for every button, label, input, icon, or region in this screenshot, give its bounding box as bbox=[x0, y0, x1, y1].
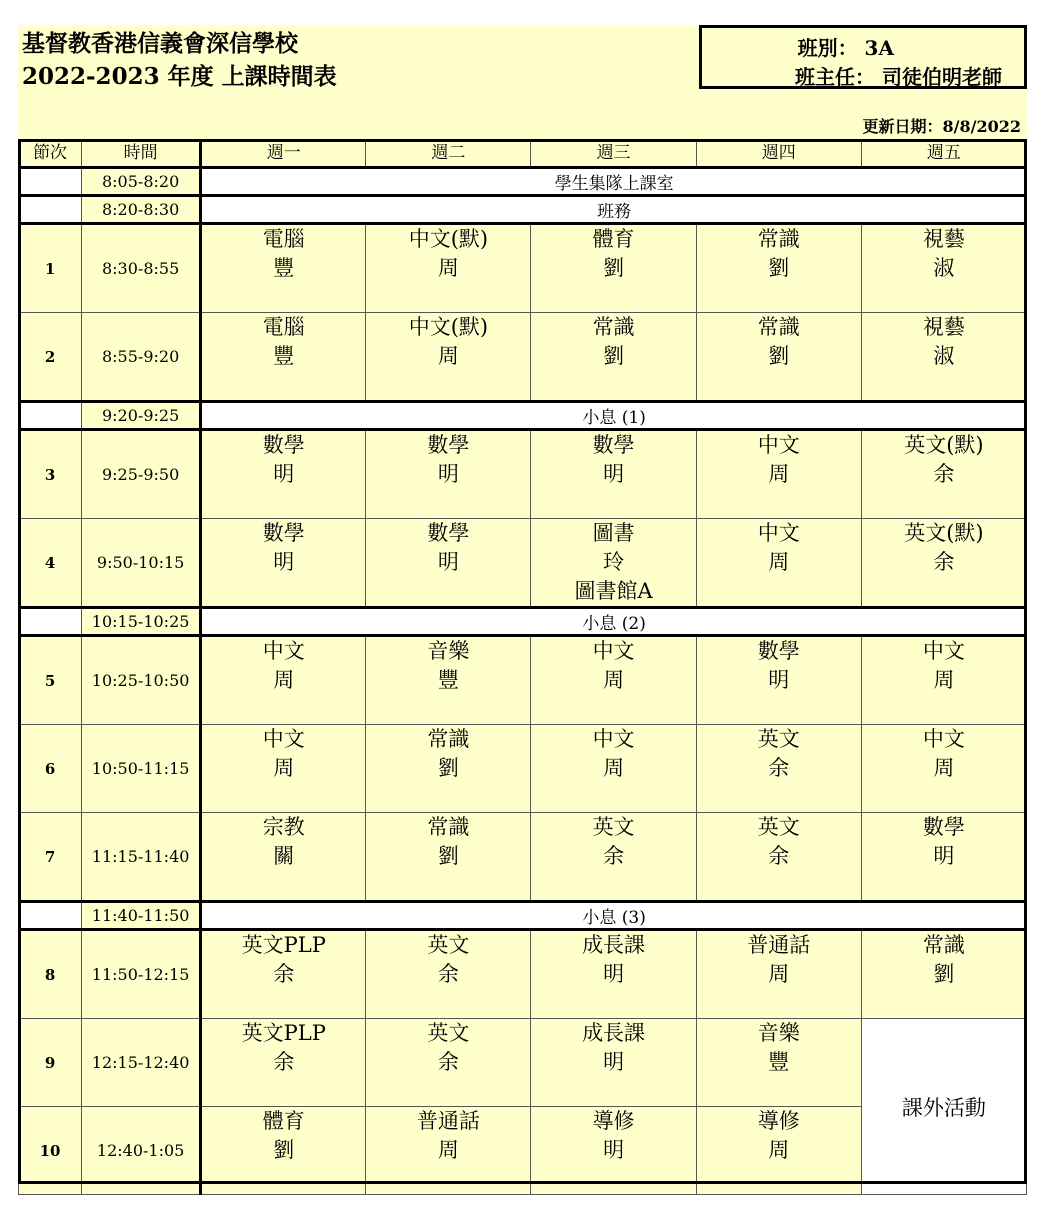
lesson-cell bbox=[531, 930, 696, 1019]
time-slot: 11:15-11:40 bbox=[82, 813, 201, 902]
lesson-row bbox=[19, 313, 1027, 402]
lesson-row bbox=[19, 725, 1027, 813]
lesson-cell bbox=[531, 430, 696, 519]
teacher-name: 豐 bbox=[273, 344, 295, 368]
lesson-cell bbox=[201, 1107, 366, 1195]
subject-name: 電腦 bbox=[262, 315, 305, 339]
column-header: 週二 bbox=[366, 140, 531, 168]
subject-name: 英文(默) bbox=[904, 521, 984, 545]
update-date: 更新日期：8/8/2022 bbox=[862, 117, 1021, 136]
lesson-cell bbox=[201, 224, 366, 313]
lesson-cell bbox=[696, 930, 861, 1019]
time-slot: 12:40-1:05 bbox=[82, 1107, 201, 1195]
time-slot: 12:15-12:40 bbox=[82, 1019, 201, 1107]
lesson-cell bbox=[366, 224, 531, 313]
subject-name: 導修 bbox=[592, 1109, 635, 1133]
room-name: 圖書館A bbox=[574, 579, 653, 603]
teacher-name: 明 bbox=[603, 462, 625, 486]
school-name: 基督教香港信義會深信學校 bbox=[22, 30, 298, 57]
lesson-cell bbox=[366, 1019, 531, 1107]
subject-name: 中文 bbox=[922, 639, 965, 663]
teacher-name: 明 bbox=[437, 550, 459, 574]
lesson-cell bbox=[861, 313, 1026, 402]
lesson-cell bbox=[531, 1107, 696, 1195]
teacher-name: 關 bbox=[273, 844, 295, 868]
lesson-cell bbox=[366, 725, 531, 813]
teacher-name: 明 bbox=[768, 668, 790, 692]
teacher-name: 余 bbox=[437, 1050, 459, 1074]
break-row bbox=[19, 402, 1027, 430]
subject-name: 數學 bbox=[922, 815, 965, 839]
subject-name: 數學 bbox=[757, 639, 800, 663]
teacher-name: 淑 bbox=[933, 344, 955, 368]
teacher-name: 劉 bbox=[437, 756, 459, 780]
lesson-cell bbox=[696, 1107, 861, 1195]
teacher-name: 余 bbox=[437, 962, 459, 986]
period-number bbox=[19, 402, 82, 430]
teacher-name: 余 bbox=[933, 462, 955, 486]
period-number: 3 bbox=[19, 430, 82, 519]
time-slot: 8:05-8:20 bbox=[82, 168, 201, 196]
lesson-cell bbox=[366, 1107, 531, 1195]
teacher-name: 周 bbox=[437, 1138, 459, 1162]
subject-name: 中文 bbox=[922, 727, 965, 751]
lesson-cell bbox=[861, 519, 1026, 608]
subject-name: 常識 bbox=[757, 227, 800, 251]
lesson-cell bbox=[201, 930, 366, 1019]
lesson-cell bbox=[201, 430, 366, 519]
time-slot: 10:50-11:15 bbox=[82, 725, 201, 813]
lesson-row bbox=[19, 224, 1027, 313]
time-slot: 11:50-12:15 bbox=[82, 930, 201, 1019]
period-number: 8 bbox=[19, 930, 82, 1019]
subject-name: 音樂 bbox=[757, 1021, 800, 1045]
teacher-name: 周 bbox=[768, 1138, 790, 1162]
teacher-name: 余 bbox=[768, 844, 790, 868]
lesson-cell bbox=[531, 224, 696, 313]
lesson-cell bbox=[201, 813, 366, 902]
subject-name: 普通話 bbox=[416, 1109, 480, 1133]
lesson-cell bbox=[201, 636, 366, 725]
subject-name: 常識 bbox=[922, 933, 965, 957]
subject-name: 英文(默) bbox=[904, 433, 984, 457]
subject-name: 體育 bbox=[592, 227, 635, 251]
teacher-name: 周 bbox=[437, 344, 459, 368]
break-label: 班務 bbox=[201, 196, 1027, 224]
time-slot: 10:15-10:25 bbox=[82, 608, 201, 636]
lesson-row bbox=[19, 1019, 1027, 1107]
teacher-name: 淑 bbox=[933, 256, 955, 280]
break-label: 小息 (1) bbox=[201, 402, 1027, 430]
subject-name: 中文(默) bbox=[408, 227, 489, 251]
teacher-name: 余 bbox=[603, 844, 625, 868]
teacher-name: 周 bbox=[768, 462, 790, 486]
teacher-name: 明 bbox=[273, 550, 295, 574]
subject-name: 數學 bbox=[427, 433, 470, 457]
subject-name: 英文PLP bbox=[241, 1021, 326, 1045]
lesson-cell bbox=[531, 313, 696, 402]
teacher-name: 周 bbox=[273, 668, 295, 692]
teacher-name: 周 bbox=[933, 756, 955, 780]
column-header: 時間 bbox=[82, 140, 201, 168]
lesson-cell bbox=[201, 313, 366, 402]
period-number: 1 bbox=[19, 224, 82, 313]
lesson-cell bbox=[366, 519, 531, 608]
lesson-cell bbox=[531, 636, 696, 725]
subject-name: 數學 bbox=[592, 433, 635, 457]
subject-name: 常識 bbox=[427, 727, 470, 751]
lesson-cell bbox=[531, 725, 696, 813]
lesson-cell bbox=[696, 519, 861, 608]
subject-name: 成長課 bbox=[582, 933, 646, 957]
lesson-cell bbox=[861, 224, 1026, 313]
subject-name: 英文 bbox=[757, 815, 800, 839]
lesson-row bbox=[19, 813, 1027, 902]
teacher-name: 玲 bbox=[603, 550, 625, 574]
break-label: 學生集隊上課室 bbox=[201, 168, 1027, 196]
period-number: 7 bbox=[19, 813, 82, 902]
teacher-name: 余 bbox=[273, 962, 295, 986]
lesson-cell bbox=[861, 430, 1026, 519]
time-slot: 11:40-11:50 bbox=[82, 902, 201, 930]
lesson-cell bbox=[366, 813, 531, 902]
time-slot: 8:20-8:30 bbox=[82, 196, 201, 224]
break-label: 小息 (2) bbox=[201, 608, 1027, 636]
teacher-name: 周 bbox=[603, 668, 625, 692]
lesson-cell bbox=[531, 519, 696, 608]
column-header: 週五 bbox=[861, 140, 1026, 168]
teacher-name: 周 bbox=[603, 756, 625, 780]
lesson-cell bbox=[696, 725, 861, 813]
teacher-name: 劉 bbox=[603, 256, 625, 280]
period-number bbox=[19, 608, 82, 636]
subject-name: 中文 bbox=[592, 727, 635, 751]
break-label: 小息 (3) bbox=[201, 902, 1027, 930]
period-number: 6 bbox=[19, 725, 82, 813]
period-number: 2 bbox=[19, 313, 82, 402]
period-number: 5 bbox=[19, 636, 82, 725]
teacher-name: 周 bbox=[933, 668, 955, 692]
subject-name: 常識 bbox=[592, 315, 635, 339]
teacher-name: 周 bbox=[273, 756, 295, 780]
class-info-box bbox=[699, 25, 1027, 89]
subject-name: 圖書 bbox=[592, 521, 635, 545]
period-number bbox=[19, 196, 82, 224]
teacher-name: 豐 bbox=[273, 256, 295, 280]
time-slot: 8:30-8:55 bbox=[82, 224, 201, 313]
subject-name: 英文 bbox=[757, 727, 800, 751]
teacher-name: 劉 bbox=[933, 962, 955, 986]
lesson-cell bbox=[366, 636, 531, 725]
break-row bbox=[19, 168, 1027, 196]
period-number: 10 bbox=[19, 1107, 82, 1195]
subject-name: 體育 bbox=[262, 1109, 305, 1133]
subject-name: 英文 bbox=[427, 1021, 470, 1045]
subject-name: 英文PLP bbox=[241, 933, 326, 957]
class-teacher-label: 班主任： 司徒伯明老師 bbox=[795, 65, 1002, 89]
teacher-name: 明 bbox=[603, 1138, 625, 1162]
subject-name: 視藝 bbox=[922, 227, 965, 251]
time-slot: 8:55-9:20 bbox=[82, 313, 201, 402]
lesson-row bbox=[19, 430, 1027, 519]
lesson-cell bbox=[366, 430, 531, 519]
lesson-row bbox=[19, 636, 1027, 725]
subject-name: 宗教 bbox=[262, 815, 305, 839]
lesson-cell bbox=[696, 1019, 861, 1107]
teacher-name: 周 bbox=[768, 550, 790, 574]
teacher-name: 劉 bbox=[273, 1138, 295, 1162]
lesson-row bbox=[19, 519, 1027, 608]
period-number: 9 bbox=[19, 1019, 82, 1107]
lesson-row bbox=[19, 930, 1027, 1019]
teacher-name: 余 bbox=[768, 756, 790, 780]
teacher-name: 豐 bbox=[437, 668, 459, 692]
subject-name: 數學 bbox=[262, 521, 305, 545]
teacher-name: 劉 bbox=[603, 344, 625, 368]
teacher-name: 明 bbox=[933, 844, 955, 868]
subject-name: 中文 bbox=[262, 727, 305, 751]
teacher-name: 明 bbox=[437, 462, 459, 486]
column-header: 週一 bbox=[201, 140, 366, 168]
teacher-name: 周 bbox=[437, 256, 459, 280]
school-title-block bbox=[22, 27, 337, 93]
lesson-cell bbox=[696, 636, 861, 725]
subject-name: 中文(默) bbox=[408, 315, 489, 339]
break-row bbox=[19, 196, 1027, 224]
time-slot: 9:50-10:15 bbox=[82, 519, 201, 608]
subject-name: 音樂 bbox=[427, 639, 470, 663]
subject-name: 數學 bbox=[427, 521, 470, 545]
teacher-name: 劉 bbox=[437, 844, 459, 868]
teacher-name: 明 bbox=[603, 1050, 625, 1074]
lesson-cell bbox=[861, 930, 1026, 1019]
lesson-cell bbox=[201, 725, 366, 813]
subject-name: 普通話 bbox=[747, 933, 811, 957]
teacher-name: 豐 bbox=[768, 1050, 790, 1074]
year-title: 2022-2023 年度 上課時間表 bbox=[22, 63, 337, 90]
lesson-cell bbox=[366, 930, 531, 1019]
time-slot: 10:25-10:50 bbox=[82, 636, 201, 725]
lesson-cell bbox=[531, 813, 696, 902]
teacher-name: 周 bbox=[768, 962, 790, 986]
lesson-cell bbox=[201, 1019, 366, 1107]
subject-name: 中文 bbox=[757, 433, 800, 457]
timetable bbox=[18, 139, 1027, 1195]
column-header: 節次 bbox=[19, 140, 82, 168]
lesson-cell bbox=[861, 636, 1026, 725]
subject-name: 常識 bbox=[427, 815, 470, 839]
time-slot: 9:25-9:50 bbox=[82, 430, 201, 519]
lesson-cell bbox=[696, 430, 861, 519]
lesson-cell bbox=[861, 725, 1026, 813]
subject-name: 英文 bbox=[427, 933, 470, 957]
subject-name: 數學 bbox=[262, 433, 305, 457]
break-row bbox=[19, 608, 1027, 636]
subject-name: 成長課 bbox=[582, 1021, 646, 1045]
lesson-cell bbox=[366, 313, 531, 402]
column-header: 週三 bbox=[531, 140, 696, 168]
subject-name: 導修 bbox=[757, 1109, 800, 1133]
period-number bbox=[19, 902, 82, 930]
teacher-name: 劉 bbox=[768, 344, 790, 368]
timetable-body bbox=[19, 140, 1027, 1195]
teacher-name: 明 bbox=[603, 962, 625, 986]
teacher-name: 明 bbox=[273, 462, 295, 486]
teacher-name: 劉 bbox=[768, 256, 790, 280]
lesson-cell bbox=[696, 813, 861, 902]
time-slot: 9:20-9:25 bbox=[82, 402, 201, 430]
header-row bbox=[19, 140, 1027, 168]
teacher-name: 余 bbox=[933, 550, 955, 574]
period-number: 4 bbox=[19, 519, 82, 608]
subject-name: 中文 bbox=[757, 521, 800, 545]
lesson-cell bbox=[531, 1019, 696, 1107]
timetable-header bbox=[18, 25, 1027, 139]
period-number bbox=[19, 168, 82, 196]
subject-name: 中文 bbox=[262, 639, 305, 663]
subject-name: 英文 bbox=[592, 815, 635, 839]
column-header: 週四 bbox=[696, 140, 861, 168]
subject-name: 視藝 bbox=[922, 315, 965, 339]
subject-name: 電腦 bbox=[262, 227, 305, 251]
lesson-cell bbox=[696, 224, 861, 313]
extracurricular-activity: 課外活動 bbox=[861, 1019, 1026, 1195]
subject-name: 常識 bbox=[757, 315, 800, 339]
lesson-cell bbox=[201, 519, 366, 608]
subject-name: 中文 bbox=[592, 639, 635, 663]
lesson-cell bbox=[696, 313, 861, 402]
class-label: 班別： 3A bbox=[797, 36, 894, 60]
teacher-name: 余 bbox=[273, 1050, 295, 1074]
lesson-cell bbox=[861, 813, 1026, 902]
break-row bbox=[19, 902, 1027, 930]
